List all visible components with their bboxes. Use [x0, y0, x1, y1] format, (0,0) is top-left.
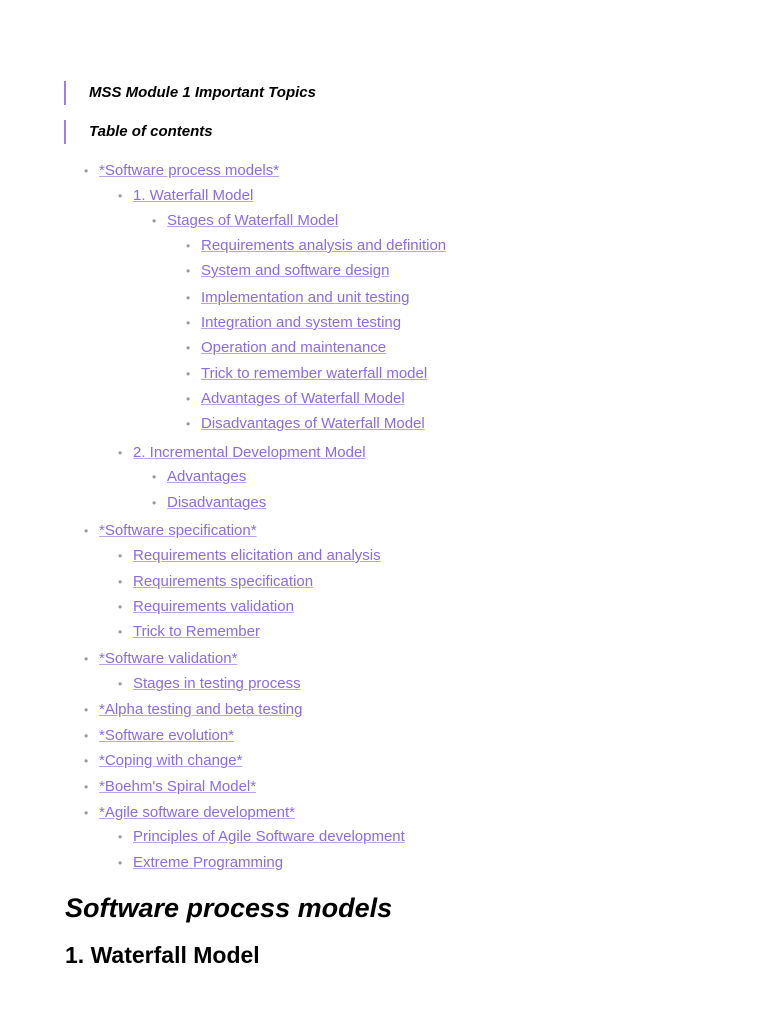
bullet-icon: •: [118, 575, 123, 589]
toc-link[interactable]: *Coping with change*: [99, 752, 243, 769]
toc-item: [152, 467, 247, 487]
bullet-icon: •: [84, 754, 89, 768]
bullet-icon: •: [84, 780, 89, 794]
toc-link[interactable]: Advantages of Waterfall Model: [201, 390, 405, 407]
toc-link[interactable]: Principles of Agile Software development: [133, 828, 405, 845]
toc-link[interactable]: Integration and system testing: [201, 314, 402, 331]
toc-item: [118, 853, 284, 873]
toc-link[interactable]: *Software evolution*: [99, 727, 235, 744]
toc-link[interactable]: Extreme Programming: [133, 854, 284, 871]
toc-link[interactable]: Requirements specification: [133, 573, 314, 590]
subsection-heading: 1. Waterfall Model: [65, 942, 260, 968]
toc-item: [84, 649, 238, 669]
bullet-icon: •: [118, 856, 123, 870]
toc-item: [186, 338, 387, 358]
toc-link[interactable]: *Alpha testing and beta testing: [99, 701, 303, 718]
toc-link[interactable]: Disadvantages: [167, 494, 267, 511]
toc-link[interactable]: Requirements validation: [133, 598, 294, 615]
toc-link[interactable]: Stages of Waterfall Model: [167, 212, 339, 229]
bullet-icon: •: [118, 549, 123, 563]
bullet-icon: •: [152, 470, 157, 484]
toc-link[interactable]: *Software validation*: [99, 650, 238, 667]
toc-link[interactable]: Trick to Remember: [133, 623, 260, 640]
bullet-icon: •: [152, 496, 157, 510]
toc-item: [84, 161, 280, 181]
toc-item: [84, 521, 257, 541]
bullet-icon: •: [84, 164, 89, 178]
toc-item: [118, 622, 260, 642]
bullet-icon: •: [186, 392, 191, 406]
toc-link[interactable]: 1. Waterfall Model: [133, 187, 254, 204]
bullet-icon: •: [186, 316, 191, 330]
toc-item: [84, 700, 303, 720]
bullet-icon: •: [84, 729, 89, 743]
toc-link[interactable]: *Boehm's Spiral Model*: [99, 778, 257, 795]
toc-item: [118, 597, 294, 617]
toc-item: [186, 313, 402, 333]
bullet-icon: •: [186, 264, 191, 278]
bullet-icon: •: [118, 600, 123, 614]
toc-link[interactable]: System and software design: [201, 262, 390, 279]
section-heading: Software process models: [65, 893, 393, 923]
toc-item: [152, 493, 267, 513]
bullet-icon: •: [152, 214, 157, 228]
toc-link[interactable]: Operation and maintenance: [201, 339, 387, 356]
toc-link[interactable]: *Software specification*: [99, 522, 257, 539]
bullet-icon: •: [118, 677, 123, 691]
bullet-icon: •: [186, 417, 191, 431]
page-title-callout: [64, 81, 316, 105]
toc-item: [118, 443, 366, 463]
toc-item: [118, 827, 405, 847]
toc-link[interactable]: *Agile software development*: [99, 804, 295, 821]
toc-item: [186, 236, 447, 256]
toc-item: [186, 288, 410, 308]
bullet-icon: •: [84, 806, 89, 820]
bullet-icon: •: [118, 830, 123, 844]
bullet-icon: •: [186, 341, 191, 355]
toc-link[interactable]: Stages in testing process: [133, 675, 301, 692]
toc-link[interactable]: Implementation and unit testing: [201, 289, 410, 306]
bullet-icon: •: [186, 291, 191, 305]
toc-item: [118, 674, 301, 694]
toc-heading: Table of contents: [89, 123, 213, 140]
toc-link[interactable]: *Software process models*: [99, 162, 280, 179]
toc-item: [186, 414, 425, 434]
toc-item: [84, 751, 243, 771]
bullet-icon: •: [84, 652, 89, 666]
toc-link[interactable]: Requirements elicitation and analysis: [133, 547, 381, 564]
toc-item: [186, 389, 405, 409]
bullet-icon: •: [118, 189, 123, 203]
toc-item: [84, 803, 295, 823]
toc-item: [186, 261, 390, 281]
toc-link[interactable]: Trick to remember waterfall model: [201, 365, 428, 382]
toc-item: [118, 186, 254, 206]
toc-heading-callout: [64, 120, 213, 144]
bullet-icon: •: [118, 625, 123, 639]
bullet-icon: •: [186, 367, 191, 381]
toc-item: [152, 211, 339, 231]
toc-link[interactable]: 2. Incremental Development Model: [133, 444, 366, 461]
toc-link[interactable]: Advantages: [167, 468, 247, 485]
toc-item: [84, 726, 235, 746]
toc-item: [118, 546, 381, 566]
toc-link[interactable]: Requirements analysis and definition: [201, 237, 447, 254]
bullet-icon: •: [84, 703, 89, 717]
toc-item: [84, 777, 257, 797]
toc-item: [118, 572, 314, 592]
bullet-icon: •: [118, 446, 123, 460]
bullet-icon: •: [186, 239, 191, 253]
bullet-icon: •: [84, 524, 89, 538]
toc-item: [186, 364, 428, 384]
page-title: MSS Module 1 Important Topics: [89, 84, 316, 101]
toc-link[interactable]: Disadvantages of Waterfall Model: [201, 415, 425, 432]
